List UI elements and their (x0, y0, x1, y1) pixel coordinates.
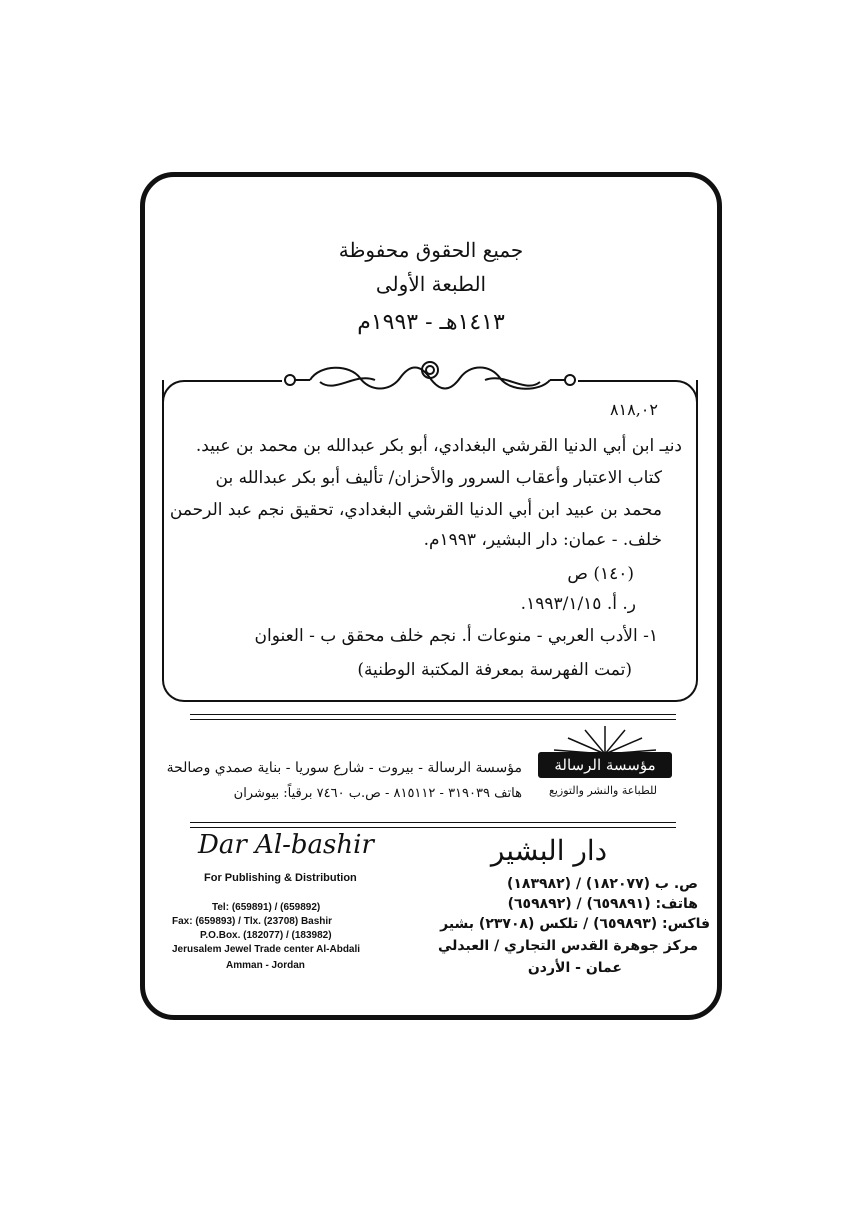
catalog-note: (تمت الفهرسة بمعرفة المكتبة الوطنية) (357, 660, 632, 680)
divider-top (190, 714, 676, 715)
dar-albashir-logo-ar: دار البشير (490, 834, 608, 867)
dar-albashir-pobox: P.O.Box. (182077) / (183982) (200, 930, 332, 941)
dar-albashir-logo-en: Dar Al-bashir (198, 830, 374, 860)
resala-logo-subtitle: للطباعة والنشر والتوزيع (548, 784, 657, 797)
dar-albashir-pobox-ar: ص. ب (١٨٢٠٧٧) / (١٨٣٩٨٢) (506, 876, 698, 892)
dar-albashir-address: Jerusalem Jewel Trade center Al-Abdali (172, 944, 361, 955)
resala-logo: مؤسسة الرسالة (538, 752, 672, 778)
catalog-line-2: كتاب الاعتبار وأعقاب السرور والأحزان/ تأليف أبو بكر عبدالله بن (215, 468, 662, 488)
catalog-pages: (١٤٠) ص (567, 564, 634, 584)
dar-albashir-city: Amman - Jordan (226, 960, 305, 971)
dar-albashir-fax-ar: فاكس: (٦٥٩٨٩٣) / تلكس (٢٣٧٠٨) بشير (440, 916, 710, 932)
resala-address: مؤسسة الرسالة - بيروت - شارع سوريا - بناية صمدي وصالحة (166, 760, 522, 776)
dar-albashir-phone-ar: هاتف: (٦٥٩٨٩١) / (٦٥٩٨٩٢) (507, 896, 698, 912)
catalog-deposit: ر. أ. ١٩٩٣/١/١٥. (520, 594, 636, 614)
dar-albashir-city-ar: عمان - الأردن (527, 960, 622, 976)
dar-albashir-tel: Tel: (659891) / (659892) (212, 902, 321, 913)
resala-phone: هاتف ٣١٩٠٣٩ - ٨١٥١١٢ - ص.ب ٧٤٦٠ برقياً: بيوشران (233, 786, 522, 801)
dar-albashir-subtitle: For Publishing & Distribution (204, 872, 357, 884)
divider-bottom-inner (190, 827, 676, 828)
divider-bottom (190, 822, 676, 823)
dar-albashir-fax: Fax: (659893) / Tlx. (23708) Bashir (172, 916, 333, 927)
catalog-line-1: دنيـ ابن أبي الدنيا القرشي البغدادي، أبو بكر عبدالله بن محمد بن عبيد. (195, 436, 682, 456)
dar-albashir-address-ar: مركز جوهرة القدس التجاري / العبدلي (438, 938, 698, 954)
catalog-line-4: خلف. - عمان: دار البشير، ١٩٩٣م. (423, 530, 662, 550)
call-number: ٨١٨,٠٢ (609, 400, 658, 419)
catalog-card-corner-left (162, 380, 282, 402)
catalog-card-corner-right (578, 380, 698, 402)
catalog-subjects: ١- الأدب العربي - منوعات أ. نجم خلف محقق ب - العنوان (254, 626, 658, 646)
rights-reserved: جميع الحقوق محفوظة (338, 238, 524, 262)
divider-top-inner (190, 719, 676, 720)
edition-label: الطبعة الأولى (375, 272, 487, 296)
catalog-line-3: محمد بن عبيد ابن أبي الدنيا القرشي البغدادي، تحقيق نجم عبد الرحمن (169, 500, 662, 520)
publication-date: ١٤١٣هـ - ١٩٩٣م (357, 310, 505, 335)
